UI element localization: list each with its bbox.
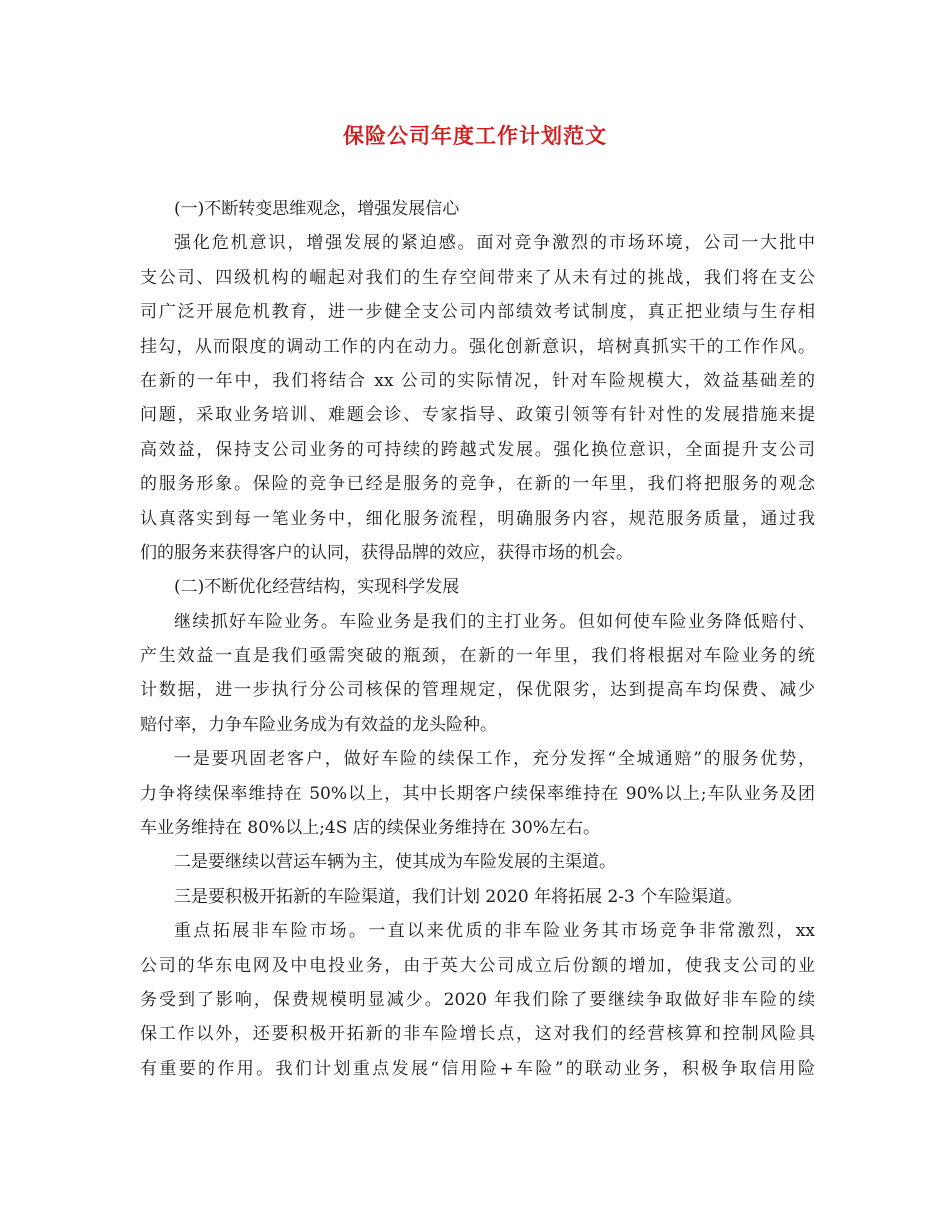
text-line: 计数据，进一步执行分公司核保的管理规定，保优限劣，达到提高车均保费、减少 [140, 680, 815, 701]
text-line: 三是要积极开拓新的车险渠道，我们计划 2020 年将拓展 2-3 个车险渠道。 [174, 886, 743, 907]
text-line: 认真落实到每一笔业务中，细化服务流程，明确服务内容，规范服务质量，通过我 [140, 508, 815, 529]
text-line: 司广泛开展危机教育，进一步健全支公司内部绩效考试制度，真正把业绩与生存相 [140, 302, 815, 323]
text-line: 有重要的作用。我们计划重点发展“信用险+车险”的联动业务，积极争取信用险 [140, 1058, 815, 1079]
text-line: 公司的华东电网及中电投业务，由于英大公司成立后份额的增加，使我支公司的业 [140, 955, 815, 976]
text-line: 高效益，保持支公司业务的可持续的跨越式发展。强化换位意识，全面提升支公司 [140, 439, 815, 460]
text-line: (二)不断优化经营结构，实现科学发展 [174, 577, 460, 598]
text-line: 的服务形象。保险的竞争已经是服务的竞争，在新的一年里，我们将把服务的观念 [140, 474, 815, 495]
text-line: 挂勾，从而限度的调动工作的内在动力。强化创新意识，培树真抓实干的工作作风。 [140, 336, 815, 357]
text-line: 重点拓展非车险市场。一直以来优质的非车险业务其市场竞争非常激烈，xx [174, 921, 815, 942]
text-line: 保工作以外，还要积极开拓新的非车险增长点，这对我们的经营核算和控制风险具 [140, 1024, 815, 1045]
text-line: 力争将续保率维持在 50%以上，其中长期客户续保率维持在 90%以上;车队业务及团 [140, 783, 815, 804]
text-line: 问题，采取业务培训、难题会诊、专家指导、政策引领等有针对性的发展措施来提 [140, 405, 815, 426]
text-line: 们的服务来获得客户的认同，获得品牌的效应，获得市场的机会。 [140, 542, 633, 563]
text-line: 车业务维持在 80%以上;4S 店的续保业务维持在 30%左右。 [140, 818, 600, 839]
text-line: 继续抓好车险业务。车险业务是我们的主打业务。但如何使车险业务降低赔付、 [174, 611, 815, 632]
text-line: (一)不断转变思维观念，增强发展信心 [174, 199, 460, 219]
text-line: 支公司、四级机构的崛起对我们的生存空间带来了从未有过的挑战，我们将在支公 [140, 267, 815, 288]
text-line: 在新的一年中，我们将结合 xx 公司的实际情况，针对车险规模大，效益基础差的 [140, 370, 815, 391]
text-line: 产生效益一直是我们亟需突破的瓶颈，在新的一年里，我们将根据对车险业务的统 [140, 646, 815, 667]
text-line: 赔付率，力争车险业务成为有效益的龙头险种。 [140, 714, 497, 735]
document-title: 保险公司年度工作计划范文 [343, 124, 607, 148]
document-body [140, 192, 815, 1086]
text-line: 一是要巩固老客户，做好车险的续保工作，充分发挥“全城通赔”的服务优势， [174, 749, 815, 770]
text-line: 二是要继续以营运车辆为主，使其成为车险发展的主渠道。 [174, 852, 616, 873]
text-line: 强化危机意识，增强发展的紧迫感。面对竞争激烈的市场环境，公司一大批中 [174, 233, 815, 254]
text-line: 务受到了影响，保费规模明显减少。2020 年我们除了要继续争取做好非车险的续 [140, 989, 815, 1010]
